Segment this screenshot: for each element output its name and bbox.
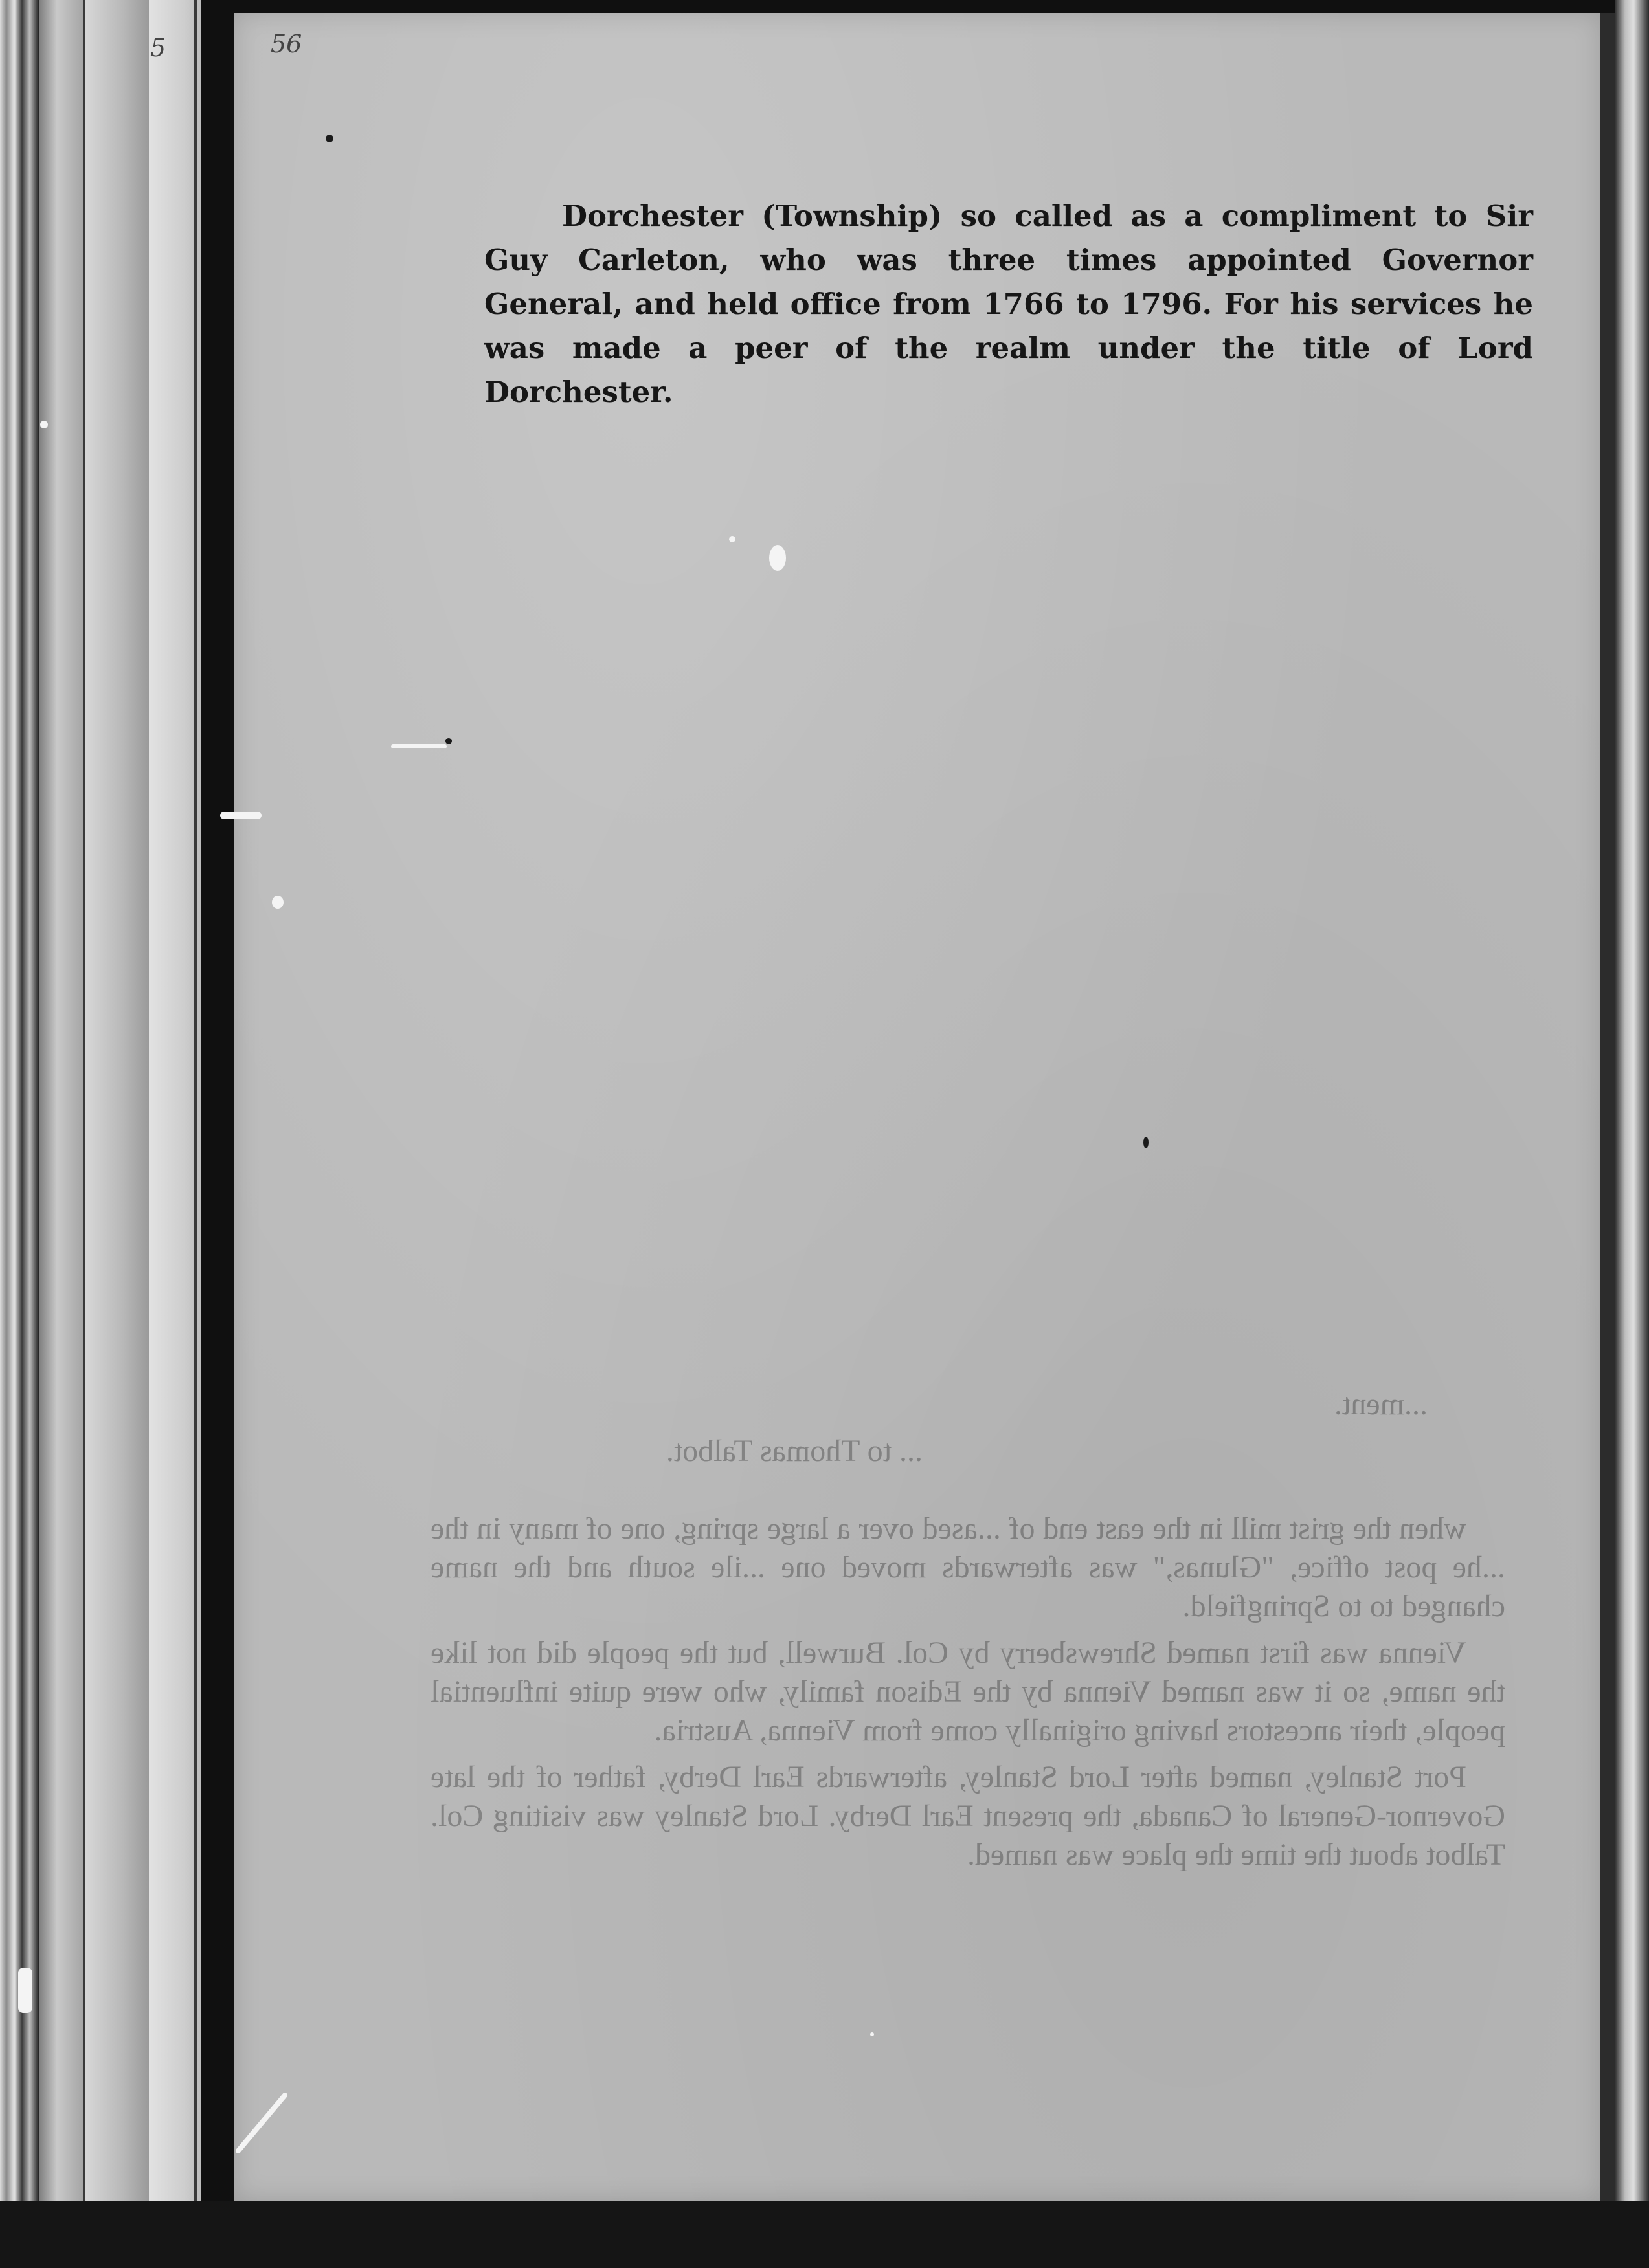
bleed-paragraph: Port Stanley, named after Lord Stanley, afterwards Earl Derby, father of the late Governor-General of Canada, the present Earl Derby. Lord Stanley was visiting Col. Talbot about the time the place was named.: [431, 1760, 1505, 1872]
folio-number-left: 5: [150, 34, 166, 62]
scan-speck-dark: [445, 738, 452, 744]
bleed-line: ...ment.: [1334, 1387, 1428, 1421]
bleed-line: ... to Thomas Talbot.: [666, 1434, 923, 1468]
page-edge: [39, 0, 84, 2268]
page-edge-line: [83, 0, 85, 2268]
bleed-through-text: [431, 1385, 1505, 1882]
page-edge-line: [194, 0, 197, 2268]
body-paragraph: Dorchester (Township) so called as a compliment to Sir Guy Carleton, who was three times appointed Governor General, and held office from 1766 to 1796. For his services he was made a peer of the realm under the title of Lord Dorchester.: [484, 199, 1533, 409]
scan-border: [0, 2201, 1649, 2268]
folio-number-right: 56: [271, 30, 302, 58]
right-page-edge: [1615, 0, 1649, 2268]
book-binding: [0, 0, 39, 2268]
bleed-paragraph: Vienna was first named Shrewsberry by Col. Burwell, but the people did not like the name, so it was named Vienna by the Edison family, who were quite influential people, their ancestors having originally come from Vienna, Austria.: [431, 1636, 1505, 1748]
scan-speck-dark: [326, 135, 333, 142]
bleed-paragraph: when the grist mill in the east end of ...ased over a large spring, one of many in the ...he post office, "Glunas," was afterwards moved one ...ile south and the name changed to to Springfield.: [431, 1511, 1505, 1623]
page-edge: [84, 0, 149, 2268]
scan-speck-dark: [1143, 1137, 1149, 1148]
page-edge: [149, 0, 201, 2268]
